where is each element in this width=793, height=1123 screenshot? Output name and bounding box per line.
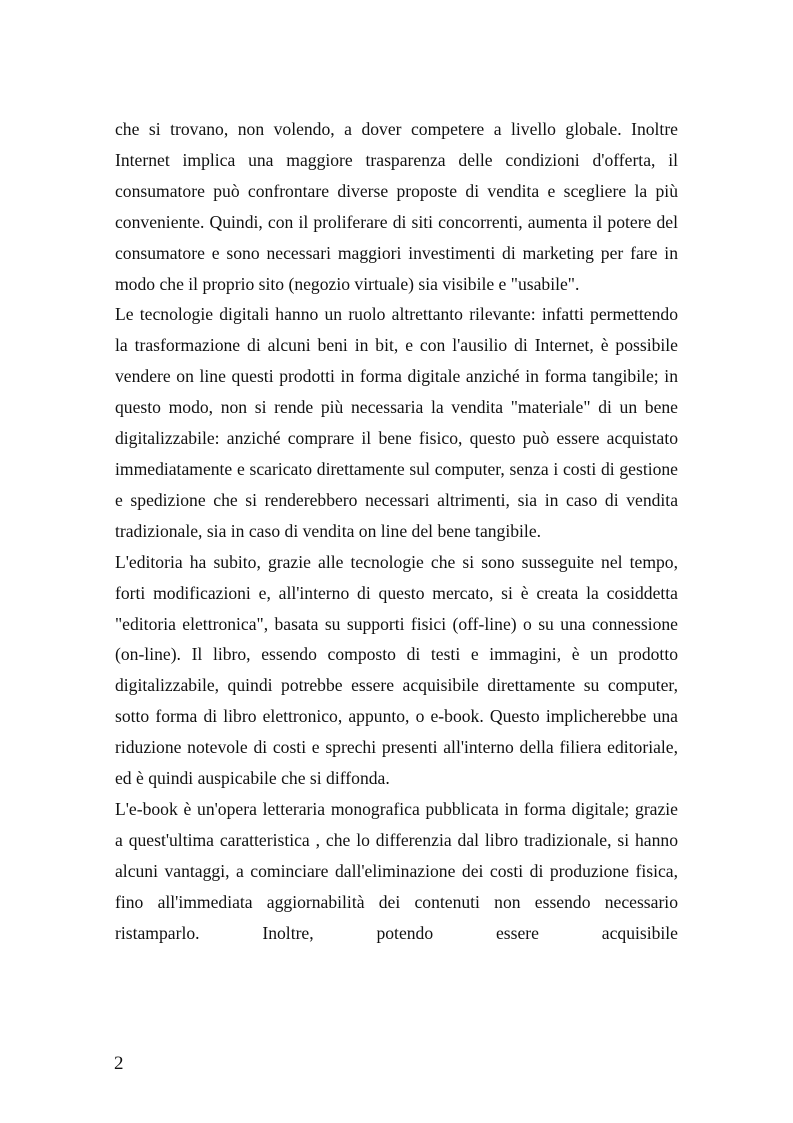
paragraph-3: L'editoria ha subito, grazie alle tecnologie che si sono susseguite nel tempo, forti modificazioni e, all'interno di questo mercato, si è creata la cosiddetta "editoria elettronica", basata su supporti fisici (off-line) o su una connessione (on-line). Il libro, essendo composto di testi e immagini, è un prodotto digitalizzabile, quindi potrebbe essere acquisibile direttamente su computer, sotto forma di libro elettronico, appunto, o e-book. Questo implicherebbe una riduzione notevole di costi e sprechi presenti all'interno della filiera editoriale, ed è quindi auspicabile che si diffonda. xyxy=(115,551,678,789)
paragraph-4: L'e-book è un'opera letteraria monografica pubblicata in forma digitale; grazie a quest'ultima caratteristica , che lo differenzia dal libro tradizionale, si hanno alcuni vantaggi, a cominciare dall'eliminazione dei costi di produzione fisica, fino all'immediata aggiornabilità dei contenuti non essendo necessario ristamparlo. Inoltre, potendo essere acquisibile xyxy=(115,798,678,943)
body-text xyxy=(115,114,678,948)
paragraph-1: che si trovano, non volendo, a dover competere a livello globale. Inoltre Internet implica una maggiore trasparenza delle condizioni d'offerta, il consumatore può confrontare diverse proposte di vendita e scegliere la più conveniente. Quindi, con il proliferare di siti concorrenti, aumenta il potere del consumatore e sono necessari maggiori investimenti di marketing per fare in modo che il proprio sito (negozio virtuale) sia visibile e "usabile". xyxy=(115,119,678,294)
paragraph-2: Le tecnologie digitali hanno un ruolo altrettanto rilevante: infatti permettendo la trasformazione di alcuni beni in bit, e con l'ausilio di Internet, è possibile vendere on line questi prodotti in forma digitale anziché in forma tangibile; in questo modo, non si rende più necessaria la vendita "materiale" di un bene digitalizzabile: anziché comprare il bene fisico, questo può essere acquistato immediatamente e scaricato direttamente sul computer, senza i costi di gestione e spedizione che si renderebbero necessari altrimenti, sia in caso di vendita tradizionale, sia in caso di vendita on line del bene tangibile. xyxy=(115,304,678,541)
page-number: 2 xyxy=(114,1053,124,1074)
